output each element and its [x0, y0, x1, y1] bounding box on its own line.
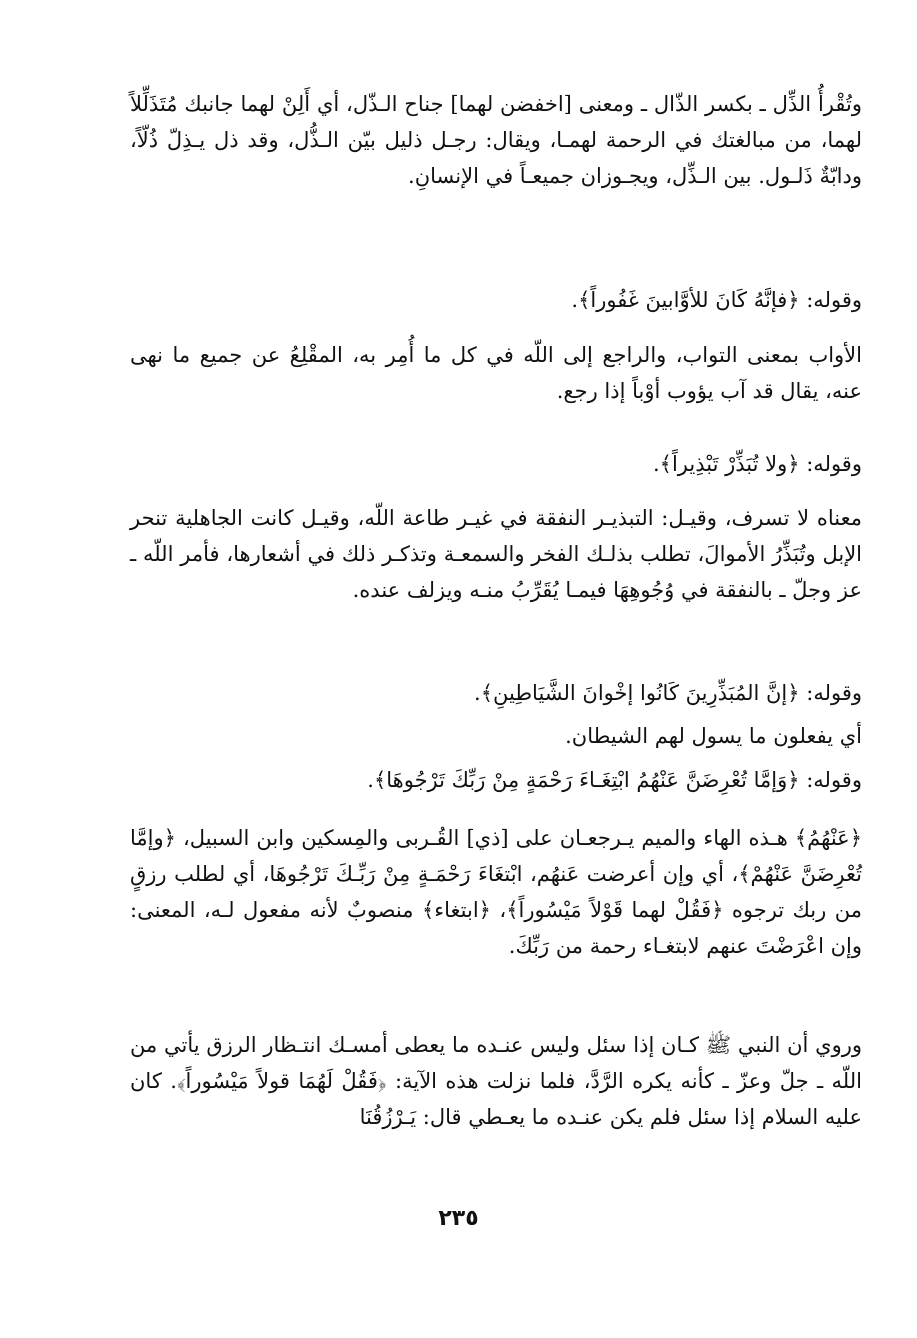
verse-tabdhir: وقوله: ﴿ولا تُبَذِّرْ تَبْذِيراً﴾. [652, 452, 862, 476]
paragraph-awwab-meaning: الأواب بمعنى التواب، والراجع إلى اللّه في كل ما أُمِر به، المقْلِعُ عن جميع ما نهى عنه، يقال قد آب يؤوب أوْباً إذا رجع. [130, 343, 862, 403]
paragraph-dhull-meaning: وتُقْرأُ الذِّل ـ بكسر الذّال ـ ومعنى [اخفضن لهما] جناح الـذّل، أي أَلِنْ لهما جانبك مُتَذَلِّلاً لهما، من مبالغتك في الرحمة لهمـا، ويقال: رجـل ذليل بيّن الـذُّل، وقد ذل يـذِلّ ذُلّاً، ودابّةٌ ذَلـول. بين الـذِّل، ويجـوزان جميعـاً في الإنسانِ. [130, 92, 862, 188]
page-number: ٢٣٥ [438, 1206, 479, 1231]
paragraph-shaytan: أي يفعلون ما يسول لهم الشيطان. [565, 724, 862, 748]
verse-mubadhirin: وقوله: ﴿إنَّ المُبَذِّرِينَ كَانُوا إخْوانَ الشَّيَاطِينِ﴾. [474, 681, 862, 705]
paragraph-prophet-narration: وروي أن النبي ﷺ كـان إذا سئل وليس عنـده ما يعطى أمسـك انتـظار الرزق يأتي من اللّه ـ جلّ وعزّ ـ كأنه يكره الرَّدَّ، فلما نزلت هذه الآية: ﴿فَقُلْ لَهُمَا قولاً مَيْسُوراً﴾. كان عليه السلام إذا سئل فلم يكن عنـده ما يعـطي قال: يَـرْزُقُنَا [130, 1033, 862, 1129]
verse-awwabin: وقوله: ﴿فإنَّهُ كَانَ للأوَّابينَ غَفُوراً﴾. [571, 288, 862, 312]
paragraph-tabdhir-meaning: معناه لا تسرف، وقيـل: التبذيـر النفقة في غيـر طاعة اللّه، وقيـل كانت الجاهلية تنحر الإبل وتُبَذِّرُ الأموالَ، تطلب بذلـك الفخر والسمعـة وتذكـر ذلك في أشعارها، فأمر اللّه ـ عز وجلّ ـ بالنفقة في وُجُوهِهَا فيمـا يُقَرِّبُ منـه ويزلف عنده. [130, 506, 862, 602]
verse-turidanna: وقوله: ﴿وَإمَّا تُعْرِضَنَّ عَنْهُمُ ابْتِغَـاءَ رَحْمَةٍ مِنْ رَبِّكَ تَرْجُوهَا﴾. [367, 768, 862, 792]
paragraph-anhum-explanation: ﴿عَنْهُمُ﴾ هـذه الهاء والميم يـرجعـان على [ذي] القُـربى والمِسكين وابن السبيل، ﴿وإمَّا تُعْرِضَنَّ عَنْهُمْ﴾، أي وإن أعرضت عَنهُم، ابْتغَاءَ رَحْمَـةٍ مِنْ رَبِّـكَ تَرْجُوهَا، أي لطلب رزقٍ من ربك ترجوه ﴿فَقُلْ لهما قَوْلاً مَيْسُوراً﴾، ﴿ابتغاء﴾ منصوبٌ لأنه مفعول لـه، المعنى: وإن اعْرَضْتَ عنهم لابتغـاء رحمة من رَبِّكَ. [130, 826, 862, 958]
